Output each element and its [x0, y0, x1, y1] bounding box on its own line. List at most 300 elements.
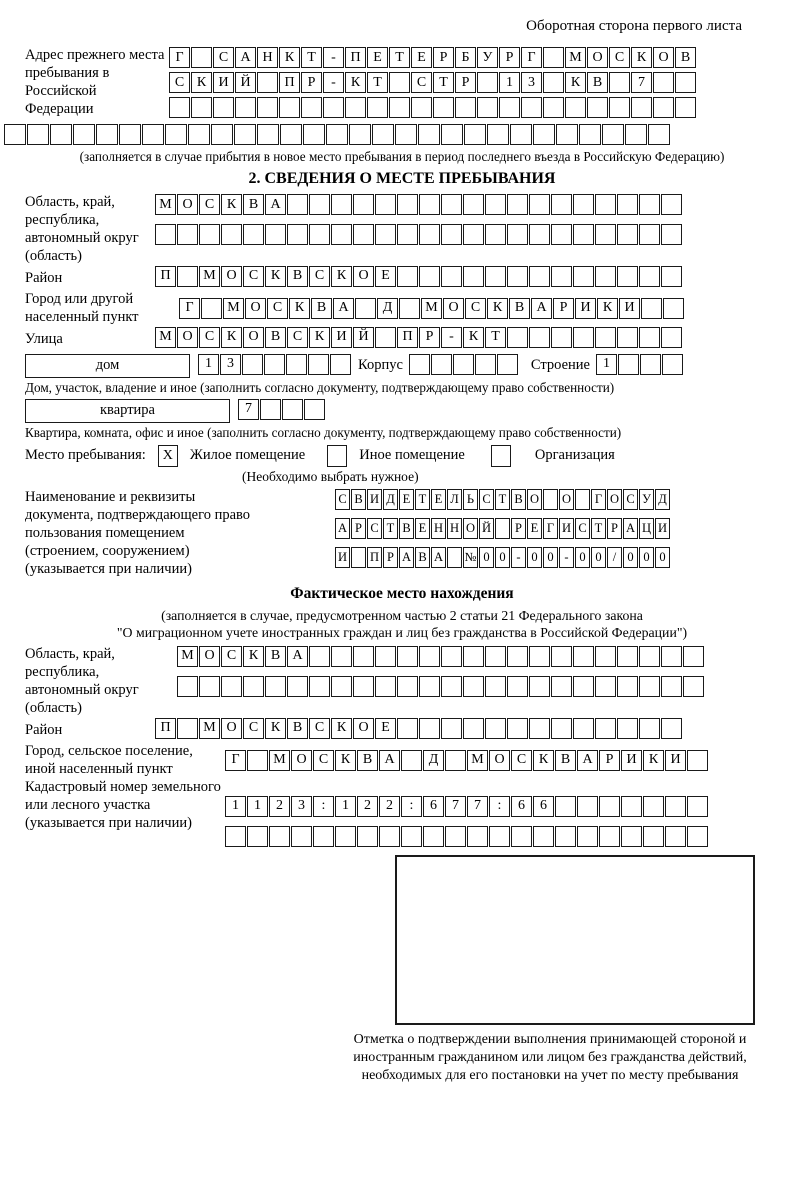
char-cell: [529, 266, 550, 287]
char-cell: С: [199, 327, 220, 348]
char-cell: К: [597, 298, 618, 319]
char-cell: [477, 72, 498, 93]
char-cell: [242, 354, 263, 375]
char-cell: П: [367, 547, 382, 568]
char-cell: И: [575, 298, 596, 319]
char-cell: [661, 327, 682, 348]
char-cell: [4, 124, 26, 145]
char-cell: 3: [291, 796, 312, 817]
char-cell: [551, 646, 572, 667]
char-cell: [287, 224, 308, 245]
char-cell: В: [415, 547, 430, 568]
char-cell: О: [607, 489, 622, 510]
char-cell: :: [401, 796, 422, 817]
char-cell: [683, 646, 704, 667]
char-cell: М: [565, 47, 586, 68]
char-cell: [331, 646, 352, 667]
char-cell: 0: [543, 547, 558, 568]
char-cell: [617, 646, 638, 667]
char-cell: [455, 97, 476, 118]
char-cell: А: [623, 518, 638, 539]
char-cell: [529, 718, 550, 739]
char-cell: У: [477, 47, 498, 68]
char-cell: [142, 124, 164, 145]
char-cell: [551, 266, 572, 287]
char-cell: 0: [655, 547, 670, 568]
confirmation-note: Отметка о подтверждении выполнения принимающей стороной и иностранным гражданином или лицом без гражданства действий, необходимых для его постановки на учет по месту пребывания: [353, 1031, 747, 1084]
char-cell: [556, 124, 578, 145]
apartment-type-box: квартира: [25, 399, 230, 423]
char-cell: [573, 266, 594, 287]
char-cell: [304, 399, 325, 420]
char-cell: Т: [433, 72, 454, 93]
char-cell: [463, 194, 484, 215]
char-cell: [221, 676, 242, 697]
char-cell: Д: [655, 489, 670, 510]
char-cell: А: [399, 547, 414, 568]
char-cell: Д: [423, 750, 444, 771]
char-cell: [595, 327, 616, 348]
char-cell: [475, 354, 496, 375]
char-cell: 3: [220, 354, 241, 375]
district-row: [155, 266, 683, 287]
char-cell: Р: [351, 518, 366, 539]
char-cell: О: [221, 718, 242, 739]
char-cell: [431, 354, 452, 375]
char-cell: [269, 826, 290, 847]
char-cell: [661, 676, 682, 697]
char-cell: [351, 547, 366, 568]
char-cell: В: [311, 298, 332, 319]
char-cell: В: [351, 489, 366, 510]
char-cell: И: [331, 327, 352, 348]
char-cell: К: [309, 327, 330, 348]
char-cell: [257, 124, 279, 145]
region2-rows: [177, 646, 705, 701]
char-cell: Р: [419, 327, 440, 348]
char-cell: [551, 194, 572, 215]
char-cell: П: [155, 266, 176, 287]
char-cell: В: [399, 518, 414, 539]
char-cell: М: [199, 718, 220, 739]
district2-label: Район: [25, 721, 63, 738]
char-cell: 1: [335, 796, 356, 817]
char-cell: [309, 646, 330, 667]
district2-row: [155, 718, 683, 739]
char-cell: [353, 224, 374, 245]
char-cell: [599, 826, 620, 847]
char-cell: :: [489, 796, 510, 817]
char-cell: [507, 718, 528, 739]
char-cell: 6: [423, 796, 444, 817]
char-cell: [401, 750, 422, 771]
region-block: [25, 194, 800, 266]
char-cell: [433, 97, 454, 118]
prev-address-row-2: [169, 72, 697, 93]
char-cell: [529, 194, 550, 215]
char-cell: И: [367, 489, 382, 510]
char-cell: [621, 826, 642, 847]
char-cell: [419, 676, 440, 697]
char-cell: [213, 97, 234, 118]
char-cell: В: [265, 327, 286, 348]
char-cell: С: [367, 518, 382, 539]
char-cell: [639, 327, 660, 348]
char-cell: [326, 124, 348, 145]
region-row-2: [155, 224, 683, 245]
char-cell: [397, 646, 418, 667]
char-cell: С: [511, 750, 532, 771]
char-cell: [177, 676, 198, 697]
prev-address-row-3: [169, 97, 697, 118]
char-cell: [639, 676, 660, 697]
char-cell: [257, 72, 278, 93]
char-cell: Т: [591, 518, 606, 539]
char-cell: [511, 826, 532, 847]
char-cell: [543, 489, 558, 510]
char-cell: [165, 124, 187, 145]
char-cell: К: [289, 298, 310, 319]
char-cell: А: [287, 646, 308, 667]
region-label: Область, край, республика, автономный округ (область): [25, 194, 139, 264]
char-cell: [301, 97, 322, 118]
char-cell: [639, 718, 660, 739]
char-cell: 2: [269, 796, 290, 817]
char-cell: 7: [445, 796, 466, 817]
char-cell: [665, 826, 686, 847]
char-cell: К: [191, 72, 212, 93]
char-cell: Е: [411, 47, 432, 68]
char-cell: Р: [433, 47, 454, 68]
char-cell: Г: [591, 489, 606, 510]
char-cell: В: [287, 718, 308, 739]
apartment-block: [25, 399, 800, 424]
city2-label: Город, сельское поселение, иной населенный пункт: [25, 742, 193, 777]
char-cell: [507, 194, 528, 215]
char-cell: О: [443, 298, 464, 319]
char-cell: :: [313, 796, 334, 817]
char-cell: [199, 676, 220, 697]
char-cell: [575, 489, 590, 510]
char-cell: [631, 97, 652, 118]
char-cell: А: [577, 750, 598, 771]
city2-row: [225, 750, 709, 771]
char-cell: [397, 224, 418, 245]
char-cell: [313, 826, 334, 847]
char-cell: [463, 224, 484, 245]
document-block: [25, 489, 800, 579]
char-cell: В: [509, 298, 530, 319]
char-cell: П: [397, 327, 418, 348]
char-cell: [579, 124, 601, 145]
char-cell: [595, 646, 616, 667]
char-cell: 6: [511, 796, 532, 817]
char-cell: [397, 718, 418, 739]
char-cell: Т: [485, 327, 506, 348]
char-cell: [264, 354, 285, 375]
char-cell: Л: [447, 489, 462, 510]
char-cell: [648, 124, 670, 145]
char-cell: [243, 224, 264, 245]
char-cell: [495, 518, 510, 539]
house-number-row: [198, 354, 352, 375]
char-cell: [653, 72, 674, 93]
house-block: [25, 354, 800, 379]
char-cell: [577, 826, 598, 847]
char-cell: О: [353, 266, 374, 287]
char-cell: О: [243, 327, 264, 348]
char-cell: Г: [225, 750, 246, 771]
char-cell: 7: [467, 796, 488, 817]
char-cell: [529, 646, 550, 667]
char-cell: [375, 194, 396, 215]
char-cell: Г: [543, 518, 558, 539]
char-cell: Ц: [639, 518, 654, 539]
char-cell: [441, 266, 462, 287]
cadastral-row-1: [225, 796, 709, 817]
city-label: Город или другой населенный пункт: [25, 290, 139, 325]
region-rows: [155, 194, 683, 249]
char-cell: 2: [357, 796, 378, 817]
char-cell: [441, 646, 462, 667]
char-cell: Р: [599, 750, 620, 771]
char-cell: [675, 97, 696, 118]
stay-option-organization-checkbox: [491, 445, 511, 467]
char-cell: [221, 224, 242, 245]
char-cell: [551, 327, 572, 348]
document-rows: [335, 489, 671, 572]
char-cell: [595, 224, 616, 245]
char-cell: С: [221, 646, 242, 667]
char-cell: [441, 676, 462, 697]
char-cell: О: [489, 750, 510, 771]
char-cell: [617, 266, 638, 287]
char-cell: Р: [455, 72, 476, 93]
char-cell: Т: [301, 47, 322, 68]
document-row-3: [335, 547, 671, 568]
char-cell: С: [213, 47, 234, 68]
char-cell: [419, 266, 440, 287]
char-cell: С: [169, 72, 190, 93]
actual-location-note-1: (заполняется в случае, предусмотренном частью 2 статьи 21 Федерального закона: [161, 607, 643, 623]
char-cell: [397, 266, 418, 287]
char-cell: О: [199, 646, 220, 667]
prev-address-label: Адрес прежнего места пребывания в Российской Федерации: [25, 47, 165, 117]
char-cell: [279, 97, 300, 118]
korpus-label: Корпус: [358, 356, 403, 373]
char-cell: [507, 224, 528, 245]
char-cell: [199, 224, 220, 245]
prev-address-note: (заполняется в случае прибытия в новое место пребывания в период последнего въезда в Российскую Федерацию): [79, 149, 725, 164]
char-cell: [487, 124, 509, 145]
char-cell: Р: [301, 72, 322, 93]
char-cell: [687, 750, 708, 771]
document-label: Наименование и реквизиты документа, подтверждающего право пользования помещением (строением, сооружением) (указывается при наличии): [25, 488, 251, 577]
char-cell: [573, 224, 594, 245]
char-cell: [661, 718, 682, 739]
char-cell: А: [431, 547, 446, 568]
char-cell: 0: [639, 547, 654, 568]
stroenie-row: [596, 354, 684, 375]
char-cell: А: [235, 47, 256, 68]
char-cell: К: [487, 298, 508, 319]
char-cell: Е: [431, 489, 446, 510]
char-cell: [287, 194, 308, 215]
char-cell: [177, 266, 198, 287]
char-cell: [169, 97, 190, 118]
char-cell: [653, 97, 674, 118]
char-cell: [265, 676, 286, 697]
char-cell: В: [265, 646, 286, 667]
stay-option-other-label: Иное помещение: [359, 446, 465, 463]
char-cell: [225, 826, 246, 847]
char-cell: [447, 547, 462, 568]
char-cell: [286, 354, 307, 375]
char-cell: [357, 826, 378, 847]
prev-address-block: [25, 47, 800, 122]
char-cell: [510, 124, 532, 145]
char-cell: [419, 224, 440, 245]
char-cell: И: [619, 298, 640, 319]
char-cell: [609, 72, 630, 93]
char-cell: [617, 194, 638, 215]
char-cell: И: [665, 750, 686, 771]
char-cell: [243, 676, 264, 697]
char-cell: 7: [238, 399, 259, 420]
char-cell: [375, 676, 396, 697]
char-cell: Р: [511, 518, 526, 539]
char-cell: С: [609, 47, 630, 68]
char-cell: [247, 826, 268, 847]
char-cell: В: [587, 72, 608, 93]
char-cell: [617, 676, 638, 697]
korpus-row: [409, 354, 519, 375]
char-cell: [551, 718, 572, 739]
char-cell: [521, 97, 542, 118]
char-cell: 1: [198, 354, 219, 375]
stay-type-note: (Необходимо выбрать нужное): [242, 468, 419, 484]
char-cell: [379, 826, 400, 847]
char-cell: [485, 194, 506, 215]
city2-block: [25, 743, 800, 779]
char-cell: [595, 676, 616, 697]
char-cell: [507, 266, 528, 287]
char-cell: [477, 97, 498, 118]
char-cell: А: [379, 750, 400, 771]
char-cell: [485, 646, 506, 667]
char-cell: [330, 354, 351, 375]
char-cell: В: [243, 194, 264, 215]
char-cell: С: [267, 298, 288, 319]
char-cell: [309, 194, 330, 215]
char-cell: [27, 124, 49, 145]
char-cell: К: [565, 72, 586, 93]
char-cell: 6: [533, 796, 554, 817]
char-cell: В: [287, 266, 308, 287]
char-cell: В: [555, 750, 576, 771]
char-cell: С: [335, 489, 350, 510]
char-cell: [191, 47, 212, 68]
char-cell: 1: [225, 796, 246, 817]
char-cell: [191, 97, 212, 118]
char-cell: [661, 266, 682, 287]
char-cell: [643, 796, 664, 817]
char-cell: В: [357, 750, 378, 771]
stay-type-block: [25, 445, 800, 467]
char-cell: [201, 298, 222, 319]
char-cell: 0: [623, 547, 638, 568]
char-cell: А: [335, 518, 350, 539]
char-cell: Н: [447, 518, 462, 539]
char-cell: М: [177, 646, 198, 667]
char-cell: [441, 224, 462, 245]
char-cell: Е: [527, 518, 542, 539]
char-cell: -: [559, 547, 574, 568]
char-cell: К: [533, 750, 554, 771]
char-cell: К: [331, 718, 352, 739]
char-cell: Р: [383, 547, 398, 568]
char-cell: [355, 298, 376, 319]
char-cell: [375, 224, 396, 245]
char-cell: [599, 796, 620, 817]
char-cell: И: [621, 750, 642, 771]
char-cell: [543, 72, 564, 93]
char-cell: 0: [479, 547, 494, 568]
char-cell: [587, 97, 608, 118]
char-cell: С: [243, 718, 264, 739]
char-cell: -: [511, 547, 526, 568]
char-cell: С: [479, 489, 494, 510]
char-cell: Т: [389, 47, 410, 68]
char-cell: О: [177, 194, 198, 215]
char-cell: [353, 646, 374, 667]
char-cell: [497, 354, 518, 375]
char-cell: [665, 796, 686, 817]
char-cell: М: [155, 194, 176, 215]
char-cell: [675, 72, 696, 93]
char-cell: [687, 796, 708, 817]
char-cell: [287, 676, 308, 697]
char-cell: П: [155, 718, 176, 739]
prev-address-rows: [169, 47, 697, 122]
char-cell: С: [309, 718, 330, 739]
char-cell: [464, 124, 486, 145]
char-cell: Т: [367, 72, 388, 93]
char-cell: Т: [415, 489, 430, 510]
char-cell: [309, 676, 330, 697]
char-cell: [453, 354, 474, 375]
char-cell: [639, 646, 660, 667]
stay-option-other-checkbox: [327, 445, 347, 467]
char-cell: [291, 826, 312, 847]
char-cell: К: [331, 266, 352, 287]
char-cell: [463, 646, 484, 667]
region2-block: [25, 646, 800, 718]
char-cell: К: [221, 194, 242, 215]
char-cell: 3: [521, 72, 542, 93]
char-cell: [543, 47, 564, 68]
char-cell: [577, 796, 598, 817]
char-cell: [609, 97, 630, 118]
char-cell: Д: [383, 489, 398, 510]
char-cell: [485, 266, 506, 287]
char-cell: [234, 124, 256, 145]
char-cell: К: [643, 750, 664, 771]
house-type-box: дом: [25, 354, 190, 378]
char-cell: И: [655, 518, 670, 539]
char-cell: С: [411, 72, 432, 93]
char-cell: 0: [495, 547, 510, 568]
